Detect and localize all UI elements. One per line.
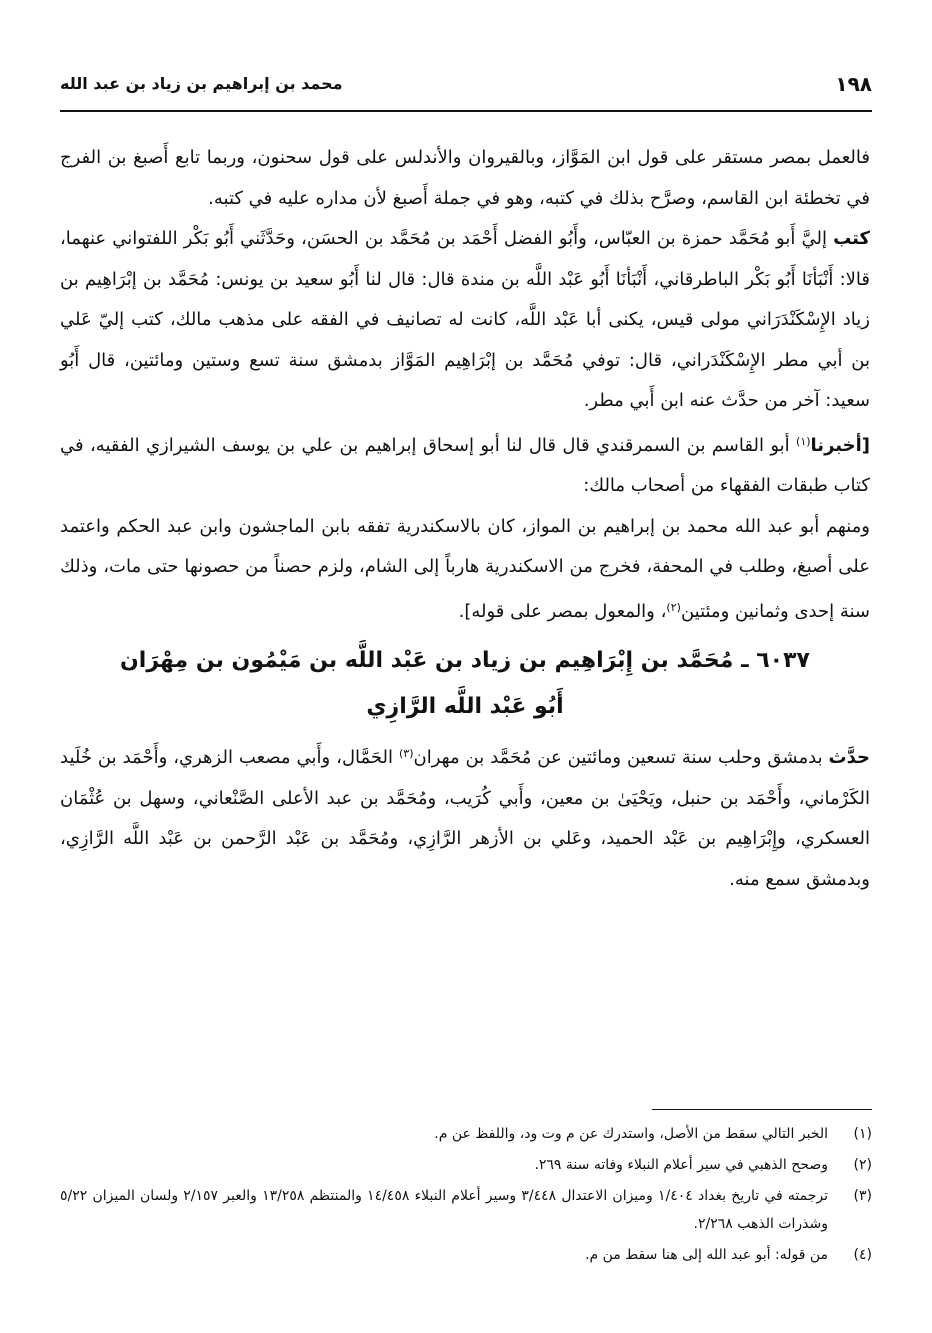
entry-heading-line-1: ٦٠٣٧ ـ مُحَمَّد بن إِبْرَاهِيم بن زياد بن عَبْد اللَّه بن مَيْمُون بن مِهْرَان	[120, 648, 810, 673]
paragraph-3-lead: أخبرنا	[810, 434, 862, 456]
paragraph-3-text: أبو القاسم بن السمرقندي قال قال لنا أبو إسحاق إبراهيم بن علي بن يوسف الشيرازي الفقيه، في كتاب طبقات الفقهاء من أصحاب مالك:	[60, 434, 870, 496]
entry-heading-line-2: أَبُو عَبْد اللَّه الرَّازِي	[366, 694, 564, 719]
footnotes	[60, 1120, 872, 1272]
footnote-number: (١)	[853, 1126, 872, 1142]
entry-heading	[60, 638, 870, 730]
paragraph-2-lead: كتب	[833, 228, 870, 249]
footnote-number: (٢)	[853, 1157, 872, 1173]
paragraph-4-text-b: ، والمعول بمصر على قوله].	[458, 600, 667, 622]
running-title: محمد بن إبراهيم بن زياد بن عبد الله	[60, 74, 343, 93]
main-text	[60, 138, 870, 900]
footnote-text: ترجمته في تاريخ بغداد ١/٤٠٤ وميزان الاعتدال ٣/٤٤٨ وسير أعلام النبلاء ١٤/٤٥٨ والمنتظم ١٣/٢٥٨ والعبر ٢/١٥٧ ولسان الميزان ٥/٢٢ وشذرات الذهب ٢/٢٦٨.	[60, 1188, 828, 1232]
footnote-number: (٤)	[853, 1247, 872, 1263]
paragraph-2	[60, 219, 870, 422]
footnote-3	[60, 1182, 872, 1238]
paragraph-3-bracket: [	[861, 434, 870, 456]
paragraph-5	[60, 734, 870, 900]
paragraph-1: فالعمل بمصر مستقر على قول ابن المَوَّاز، وبالقيروان والأندلس على قول سحنون، وربما تابع أَصبغ بن الفرج في تخطئة ابن القاسم، وصرَّح بذلك في كتبه، وهو في جملة أَصبغ لأن مداره عليه في كتبه.	[60, 147, 870, 209]
footnote-1	[60, 1120, 872, 1148]
footnote-4	[60, 1241, 872, 1269]
paragraph-4	[60, 507, 870, 633]
header-rule	[60, 110, 872, 112]
footnote-mark-1: (١)	[796, 434, 811, 448]
paragraph-3	[60, 422, 870, 507]
footnote-text: وصحح الذهبي في سير أعلام النبلاء وفاته سنة ٢٦٩.	[534, 1157, 828, 1173]
footnote-text: الخبر التالي سقط من الأصل، واستدرك عن م وت ود، واللفظ عن م.	[434, 1126, 828, 1142]
footnote-number: (٣)	[853, 1188, 872, 1204]
paragraph-5-text-b: الحَمَّال، وأَبي مصعب الزهري، وأَحْمَد بن خُلَيد الكَرْماني، وأَحْمَد بن حنبل، ويَحْيَىٰ بن معين، وأَبي كُرَيب، ومُحَمَّد بن عبد الأعلى الصَّنْعاني، وسهل بن عُثْمَان العسكري، وإِبْرَاهِيم بن عَبْد الحميد، وعَلي بن الأزهر الرَّازِي، ومُحَمَّد بن عَبْد الرَّحمن بن عَبْد اللَّه الرَّازِي، وبدمشق سمع منه.	[60, 747, 870, 890]
paragraph-5-text-a: بدمشق وحلب سنة تسعين ومائتين عن مُحَمَّد بن مهران	[413, 747, 829, 768]
footnote-rule	[652, 1109, 872, 1110]
footnote-mark-2: (٢)	[666, 600, 681, 614]
paragraph-2-text: إليَّ أَبو مُحَمَّد حمزة بن العبّاس، وأَبُو الفضل أَحْمَد بن مُحَمَّد بن الحسَن، وحَدَّثَني أَبُو بَكْر اللفتواني عنهما، قالا: أَنْبَأنَا أَبُو بَكْر الباطرقاني، أَنْبَأنَا أَبُو عَبْد اللَّه بن مندة قال: قال لنا أَبُو سعيد بن يونس: مُحَمَّد بن إبْرَاهِيم بن زياد الإِسْكَنْدَرَاني مولى قيس، يكنى أبا عَبْد اللَّه، كانت له تصانيف في الفقه على مذهب مالك، كتب إليّ عَلي بن أبي مطر الإِسْكَنْدَراني، قال: توفي مُحَمَّد بن إبْرَاهِيم المَوَّاز بدمشق سنة تسع وستين ومائتين، قال أَبُو سعيد: آخر من حدَّث عنه ابن أَبي مطر.	[60, 228, 870, 411]
paragraph-5-lead: حدَّث	[828, 747, 870, 768]
page-header	[60, 70, 872, 104]
footnote-2	[60, 1151, 872, 1179]
paragraph-4-text-a: ومنهم أبو عبد الله محمد بن إبراهيم بن المواز، كان بالاسكندرية تفقه بابن الماجشون وابن عبد الحكم واعتمد على أصبغ، وطلب في المحفة، فخرج من الاسكندرية هارباً إلى الشام، ولزم حصناً من حصونها حتى مات، وذلك سنة إحدى وثمانين ومئتين	[60, 515, 870, 622]
footnote-text: من قوله: أبو عبد الله إلى هنا سقط من م.	[585, 1247, 828, 1263]
page-number: ١٩٨	[835, 72, 872, 96]
footnote-mark-3: (٣)	[398, 747, 414, 760]
